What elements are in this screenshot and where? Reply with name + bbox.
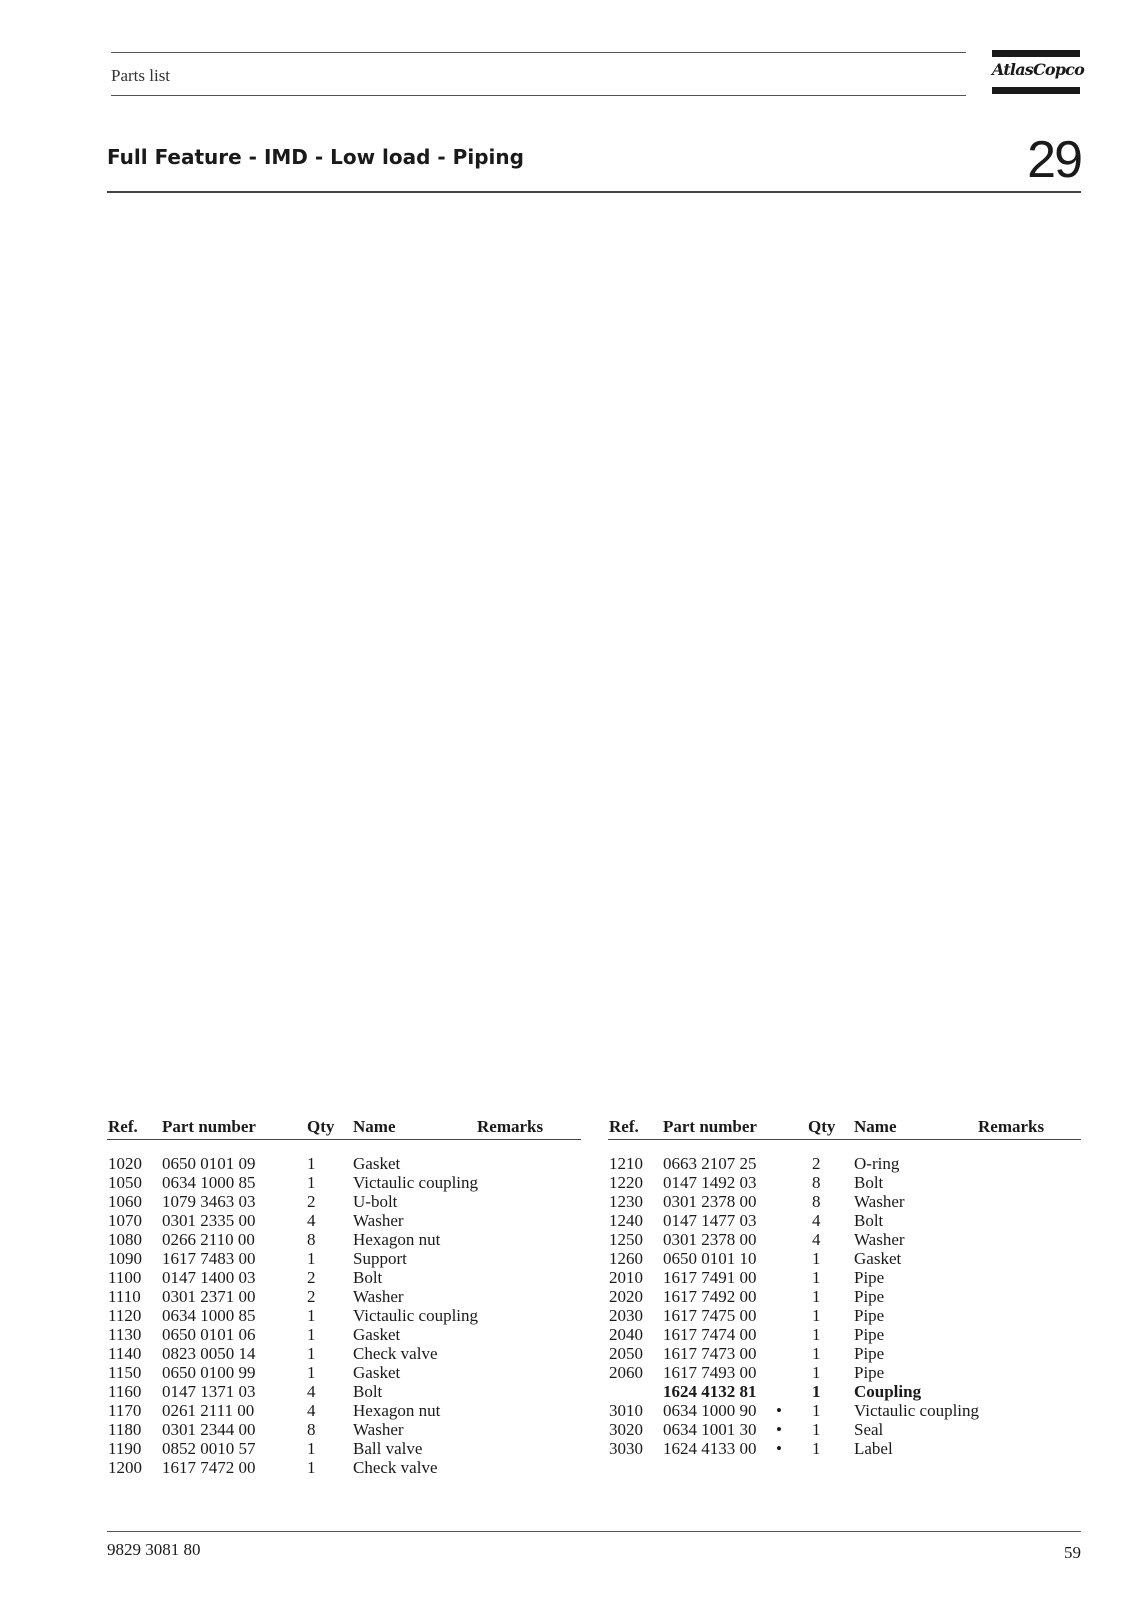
cell-qty: 1 <box>812 1420 821 1439</box>
cell-ref: 1210 <box>609 1154 643 1173</box>
table-header <box>107 1115 581 1140</box>
table-row <box>107 1230 581 1249</box>
cell-name: Check valve <box>353 1344 438 1363</box>
cell-part-number: 1617 7491 00 <box>663 1268 757 1287</box>
cell-ref: 2060 <box>609 1363 643 1382</box>
cell-qty: 1 <box>307 1458 316 1477</box>
cell-qty: 2 <box>307 1287 316 1306</box>
cell-name: Bolt <box>353 1382 383 1401</box>
logo-text: AtlasCopco <box>992 60 1084 79</box>
cell-part-number: 1617 7492 00 <box>663 1287 757 1306</box>
cell-part-number: 0301 2378 00 <box>663 1192 757 1211</box>
cell-name: U-bolt <box>353 1192 398 1211</box>
cell-name: Gasket <box>353 1325 401 1344</box>
cell-ref: 3020 <box>609 1420 643 1439</box>
cell-part-number: 0147 1400 03 <box>162 1268 256 1287</box>
table-row <box>107 1382 581 1401</box>
cell-name: Pipe <box>854 1325 885 1344</box>
cell-ref: 1220 <box>609 1173 643 1192</box>
cell-part-number: 0634 1001 30 <box>663 1420 757 1439</box>
parts-table-left <box>107 1115 581 1477</box>
atlas-copco-logo <box>992 50 1084 94</box>
header-top-rule <box>111 52 966 53</box>
cell-ref: 1020 <box>108 1154 142 1173</box>
cell-qty: 1 <box>307 1154 316 1173</box>
table-row <box>608 1249 1081 1268</box>
table-row <box>107 1211 581 1230</box>
cell-name: Washer <box>854 1192 905 1211</box>
table-row <box>608 1382 1081 1401</box>
table-row <box>107 1154 581 1173</box>
cell-name: O-ring <box>854 1154 900 1173</box>
col-header-qty: Qty <box>808 1117 836 1136</box>
cell-name: Seal <box>854 1420 884 1439</box>
cell-ref: 3030 <box>609 1439 643 1458</box>
table-row <box>608 1401 1081 1420</box>
cell-qty: 1 <box>307 1249 316 1268</box>
cell-ref: 1260 <box>609 1249 643 1268</box>
col-header-ref: Ref. <box>108 1117 138 1136</box>
cell-qty: 1 <box>307 1306 316 1325</box>
section-number: 29 <box>1027 131 1081 189</box>
table-row <box>107 1439 581 1458</box>
col-header-remarks: Remarks <box>978 1117 1045 1136</box>
col-header-name: Name <box>353 1117 396 1136</box>
table-row <box>107 1458 581 1477</box>
table-row <box>107 1325 581 1344</box>
table-row <box>608 1325 1081 1344</box>
table-row <box>608 1230 1081 1249</box>
cell-ref: 1250 <box>609 1230 643 1249</box>
cell-qty: 8 <box>812 1192 821 1211</box>
cell-ref: 1170 <box>108 1401 142 1420</box>
table-body <box>107 1140 581 1477</box>
table-row <box>608 1287 1081 1306</box>
table-row <box>608 1306 1081 1325</box>
footer-rule <box>107 1531 1081 1532</box>
cell-ref: 1190 <box>108 1439 142 1458</box>
table-row <box>107 1192 581 1211</box>
cell-ref: 1080 <box>108 1230 142 1249</box>
cell-part-number: 0261 2111 00 <box>162 1401 255 1420</box>
cell-qty: 4 <box>812 1230 821 1249</box>
cell-ref: 1180 <box>108 1420 142 1439</box>
cell-name: Victaulic coupling <box>353 1173 479 1192</box>
cell-qty: 2 <box>307 1268 316 1287</box>
cell-ref: 2030 <box>609 1306 643 1325</box>
col-header-part-number: Part number <box>162 1117 256 1136</box>
table-row <box>107 1306 581 1325</box>
cell-qty: 1 <box>812 1363 821 1382</box>
cell-part-number: 1617 7473 00 <box>663 1344 757 1363</box>
cell-ref: 1060 <box>108 1192 142 1211</box>
cell-name: Pipe <box>854 1287 885 1306</box>
cell-part-number: 1079 3463 03 <box>162 1192 256 1211</box>
header-bottom-rule <box>111 95 966 96</box>
table-row <box>608 1173 1081 1192</box>
cell-ref: 1130 <box>108 1325 142 1344</box>
cell-ref: 2010 <box>609 1268 643 1287</box>
cell-qty: 1 <box>307 1344 316 1363</box>
table-header <box>608 1115 1081 1140</box>
cell-part-number: 0650 0101 09 <box>162 1154 256 1173</box>
cell-name: Pipe <box>854 1268 885 1287</box>
cell-ref: 1200 <box>108 1458 142 1477</box>
cell-part-number: 0852 0010 57 <box>162 1439 256 1458</box>
cell-name: Label <box>854 1439 893 1458</box>
cell-qty: 1 <box>307 1173 316 1192</box>
cell-part-number: 0301 2378 00 <box>663 1230 757 1249</box>
table-row <box>608 1439 1081 1458</box>
cell-part-number: 0147 1492 03 <box>663 1173 757 1192</box>
cell-qty: 1 <box>812 1249 821 1268</box>
cell-name: Hexagon nut <box>353 1230 441 1249</box>
cell-ref: 1120 <box>108 1306 142 1325</box>
cell-part-number: 0650 0100 99 <box>162 1363 256 1382</box>
cell-ref: 1070 <box>108 1211 142 1230</box>
table-row <box>107 1249 581 1268</box>
cell-qty: 1 <box>812 1287 821 1306</box>
cell-part-number: 0650 0101 10 <box>663 1249 757 1268</box>
table-row <box>608 1344 1081 1363</box>
table-row <box>107 1344 581 1363</box>
cell-name: Washer <box>854 1230 905 1249</box>
cell-name: Check valve <box>353 1458 438 1477</box>
table-row <box>107 1401 581 1420</box>
cell-part-number: 0823 0050 14 <box>162 1344 256 1363</box>
col-header-ref: Ref. <box>609 1117 639 1136</box>
cell-part-number: 0266 2110 00 <box>162 1230 255 1249</box>
cell-qty: 4 <box>307 1211 316 1230</box>
cell-part-number: 1617 7483 00 <box>162 1249 256 1268</box>
logo-bar-top <box>992 50 1080 57</box>
cell-ref: 1240 <box>609 1211 643 1230</box>
cell-part-number: 0634 1000 90 <box>663 1401 757 1420</box>
cell-qty: 8 <box>307 1230 316 1249</box>
cell-qty: 1 <box>812 1325 821 1344</box>
cell-qty: 4 <box>307 1401 316 1420</box>
cell-qty: 1 <box>812 1382 821 1401</box>
col-header-name: Name <box>854 1117 897 1136</box>
cell-name: Pipe <box>854 1344 885 1363</box>
cell-part-number: 0147 1371 03 <box>162 1382 256 1401</box>
cell-part-number: 1624 4132 81 <box>663 1382 757 1401</box>
table-row <box>107 1363 581 1382</box>
cell-ref: 1050 <box>108 1173 142 1192</box>
table-row <box>107 1268 581 1287</box>
table-row <box>608 1268 1081 1287</box>
cell-name: Victaulic coupling <box>854 1401 980 1420</box>
footer-doc-number: 9829 3081 80 <box>107 1540 201 1559</box>
cell-name: Gasket <box>353 1363 401 1382</box>
parts-table-right <box>608 1115 1081 1458</box>
cell-qty: 2 <box>812 1154 821 1173</box>
col-header-part-number: Part number <box>663 1117 757 1136</box>
cell-marker: • <box>776 1439 782 1458</box>
cell-name: Washer <box>353 1211 404 1230</box>
cell-qty: 1 <box>307 1363 316 1382</box>
footer-page-number: 59 <box>1064 1543 1081 1562</box>
table-row <box>608 1211 1081 1230</box>
table-row <box>608 1420 1081 1439</box>
cell-name: Victaulic coupling <box>353 1306 479 1325</box>
cell-name: Ball valve <box>353 1439 423 1458</box>
cell-name: Bolt <box>353 1268 383 1287</box>
cell-part-number: 1617 7493 00 <box>663 1363 757 1382</box>
logo-bar-bottom <box>992 87 1080 94</box>
cell-ref: 1090 <box>108 1249 142 1268</box>
cell-qty: 1 <box>812 1268 821 1287</box>
cell-qty: 4 <box>812 1211 821 1230</box>
cell-part-number: 0301 2344 00 <box>162 1420 256 1439</box>
cell-marker: • <box>776 1420 782 1439</box>
col-header-qty: Qty <box>307 1117 335 1136</box>
cell-part-number: 0634 1000 85 <box>162 1173 256 1192</box>
cell-part-number: 0634 1000 85 <box>162 1306 256 1325</box>
cell-name: Support <box>353 1249 407 1268</box>
table-row <box>608 1363 1081 1382</box>
cell-ref: 3010 <box>609 1401 643 1420</box>
cell-ref: 1150 <box>108 1363 142 1382</box>
cell-ref: 2050 <box>609 1344 643 1363</box>
cell-name: Washer <box>353 1420 404 1439</box>
cell-name: Pipe <box>854 1363 885 1382</box>
cell-part-number: 0650 0101 06 <box>162 1325 256 1344</box>
cell-part-number: 0663 2107 25 <box>663 1154 757 1173</box>
cell-part-number: 0147 1477 03 <box>663 1211 757 1230</box>
cell-name: Gasket <box>854 1249 902 1268</box>
table-row <box>107 1420 581 1439</box>
cell-qty: 2 <box>307 1192 316 1211</box>
cell-ref: 1100 <box>108 1268 142 1287</box>
cell-name: Hexagon nut <box>353 1401 441 1420</box>
section-title: Full Feature - IMD - Low load - Piping <box>107 145 524 169</box>
cell-qty: 1 <box>812 1306 821 1325</box>
cell-part-number: 1624 4133 00 <box>663 1439 757 1458</box>
table-row <box>608 1154 1081 1173</box>
col-header-remarks: Remarks <box>477 1117 544 1136</box>
cell-ref: 2020 <box>609 1287 643 1306</box>
cell-ref: 1160 <box>108 1382 142 1401</box>
cell-ref: 1110 <box>108 1287 141 1306</box>
cell-part-number: 1617 7472 00 <box>162 1458 256 1477</box>
cell-ref: 1230 <box>609 1192 643 1211</box>
cell-qty: 1 <box>307 1439 316 1458</box>
cell-name: Bolt <box>854 1211 884 1230</box>
table-row <box>608 1192 1081 1211</box>
cell-name: Coupling <box>854 1382 922 1401</box>
cell-part-number: 0301 2371 00 <box>162 1287 256 1306</box>
cell-name: Bolt <box>854 1173 884 1192</box>
cell-ref: 2040 <box>609 1325 643 1344</box>
cell-ref: 1140 <box>108 1344 142 1363</box>
cell-marker: • <box>776 1401 782 1420</box>
cell-part-number: 0301 2335 00 <box>162 1211 256 1230</box>
table-row <box>107 1287 581 1306</box>
table-row <box>107 1173 581 1192</box>
cell-qty: 8 <box>812 1173 821 1192</box>
cell-part-number: 1617 7474 00 <box>663 1325 757 1344</box>
cell-qty: 1 <box>307 1325 316 1344</box>
cell-name: Washer <box>353 1287 404 1306</box>
doc-type-label: Parts list <box>111 66 171 85</box>
cell-qty: 1 <box>812 1439 821 1458</box>
cell-part-number: 1617 7475 00 <box>663 1306 757 1325</box>
cell-qty: 1 <box>812 1344 821 1363</box>
title-rule <box>107 191 1081 193</box>
table-body <box>608 1140 1081 1458</box>
cell-qty: 8 <box>307 1420 316 1439</box>
cell-name: Pipe <box>854 1306 885 1325</box>
cell-qty: 4 <box>307 1382 316 1401</box>
cell-qty: 1 <box>812 1401 821 1420</box>
cell-name: Gasket <box>353 1154 401 1173</box>
